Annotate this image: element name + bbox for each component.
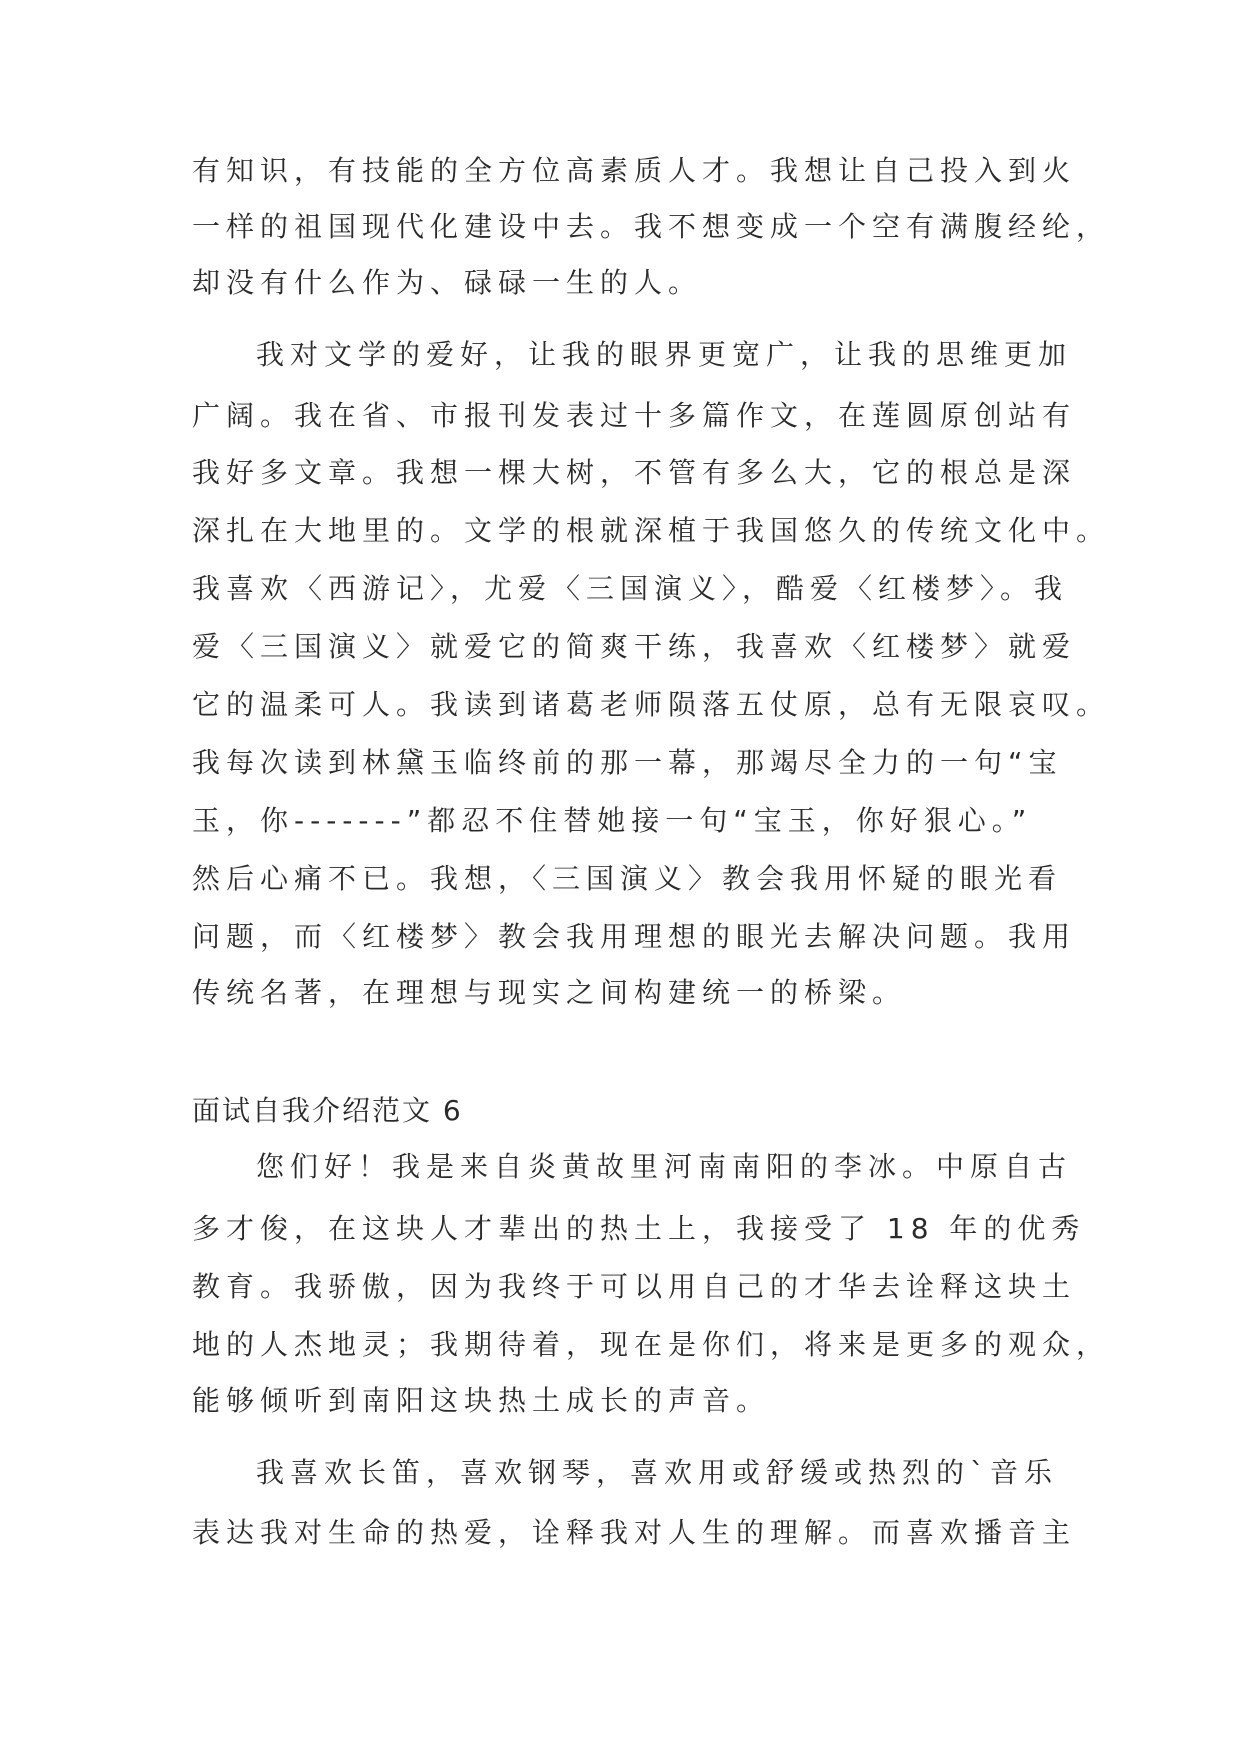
section-heading: 面试自我介绍范文 6 <box>192 1094 463 1127</box>
paragraph-line: 我对文学的爱好，让我的眼界更宽广，让我的思维更加 <box>256 338 1073 371</box>
paragraph-line: 我喜欢〈西游记〉，尤爱〈三国演义〉，酷爱〈红楼梦〉。我 <box>192 572 1069 605</box>
paragraph-line: 爱〈三国演义〉就爱它的简爽干练，我喜欢〈红楼梦〉就爱 <box>192 630 1077 663</box>
paragraph-line: 多才俊，在这块人才辈出的热土上，我接受了 18 年的优秀 <box>192 1212 1086 1245</box>
paragraph-line: 表达我对生命的热爱，诠释我对人生的理解。而喜欢播音主 <box>192 1516 1077 1549</box>
paragraph-line: 一样的祖国现代化建设中去。我不想变成一个空有满腹经纶， <box>192 210 1111 243</box>
paragraph-line: 却没有什么作为、碌碌一生的人。 <box>192 266 703 299</box>
paragraph-line: 您们好！我是来自炎黄故里河南南阳的李冰。中原自古 <box>256 1150 1073 1183</box>
paragraph-line: 地的人杰地灵；我期待着，现在是你们，将来是更多的观众， <box>192 1328 1111 1361</box>
paragraph-line: 它的温柔可人。我读到诸葛老师陨落五仗原，总有无限哀叹。 <box>192 688 1111 721</box>
paragraph-line: 我每次读到林黛玉临终前的那一幕，那竭尽全力的一句“宝 <box>192 746 1063 779</box>
paragraph-line: 传统名著，在理想与现实之间构建统一的桥梁。 <box>192 976 907 1009</box>
paragraph-line: 我喜欢长笛，喜欢钢琴，喜欢用或舒缓或热烈的`音乐 <box>256 1456 1059 1489</box>
paragraph-line: 有知识，有技能的全方位高素质人才。我想让自己投入到火 <box>192 154 1077 187</box>
paragraph-line: 广阔。我在省、市报刊发表过十多篇作文，在莲圆原创站有 <box>192 399 1077 432</box>
paragraph-line: 深扎在大地里的。文学的根就深植于我国悠久的传统文化中。 <box>192 514 1111 547</box>
paragraph-line: 然后心痛不已。我想，〈三国演义〉教会我用怀疑的眼光看 <box>192 862 1063 895</box>
paragraph-line: 问题，而〈红楼梦〉教会我用理想的眼光去解决问题。我用 <box>192 920 1077 953</box>
paragraph-line: 我好多文章。我想一棵大树，不管有多么大，它的根总是深 <box>192 456 1077 489</box>
paragraph-line: 玉，你-------”都忍不住替她接一句“宝玉，你好狠心。” <box>192 804 1033 837</box>
paragraph-line: 教育。我骄傲，因为我终于可以用自己的才华去诠释这块土 <box>192 1270 1077 1303</box>
paragraph-line: 能够倾听到南阳这块热土成长的声音。 <box>192 1384 771 1417</box>
